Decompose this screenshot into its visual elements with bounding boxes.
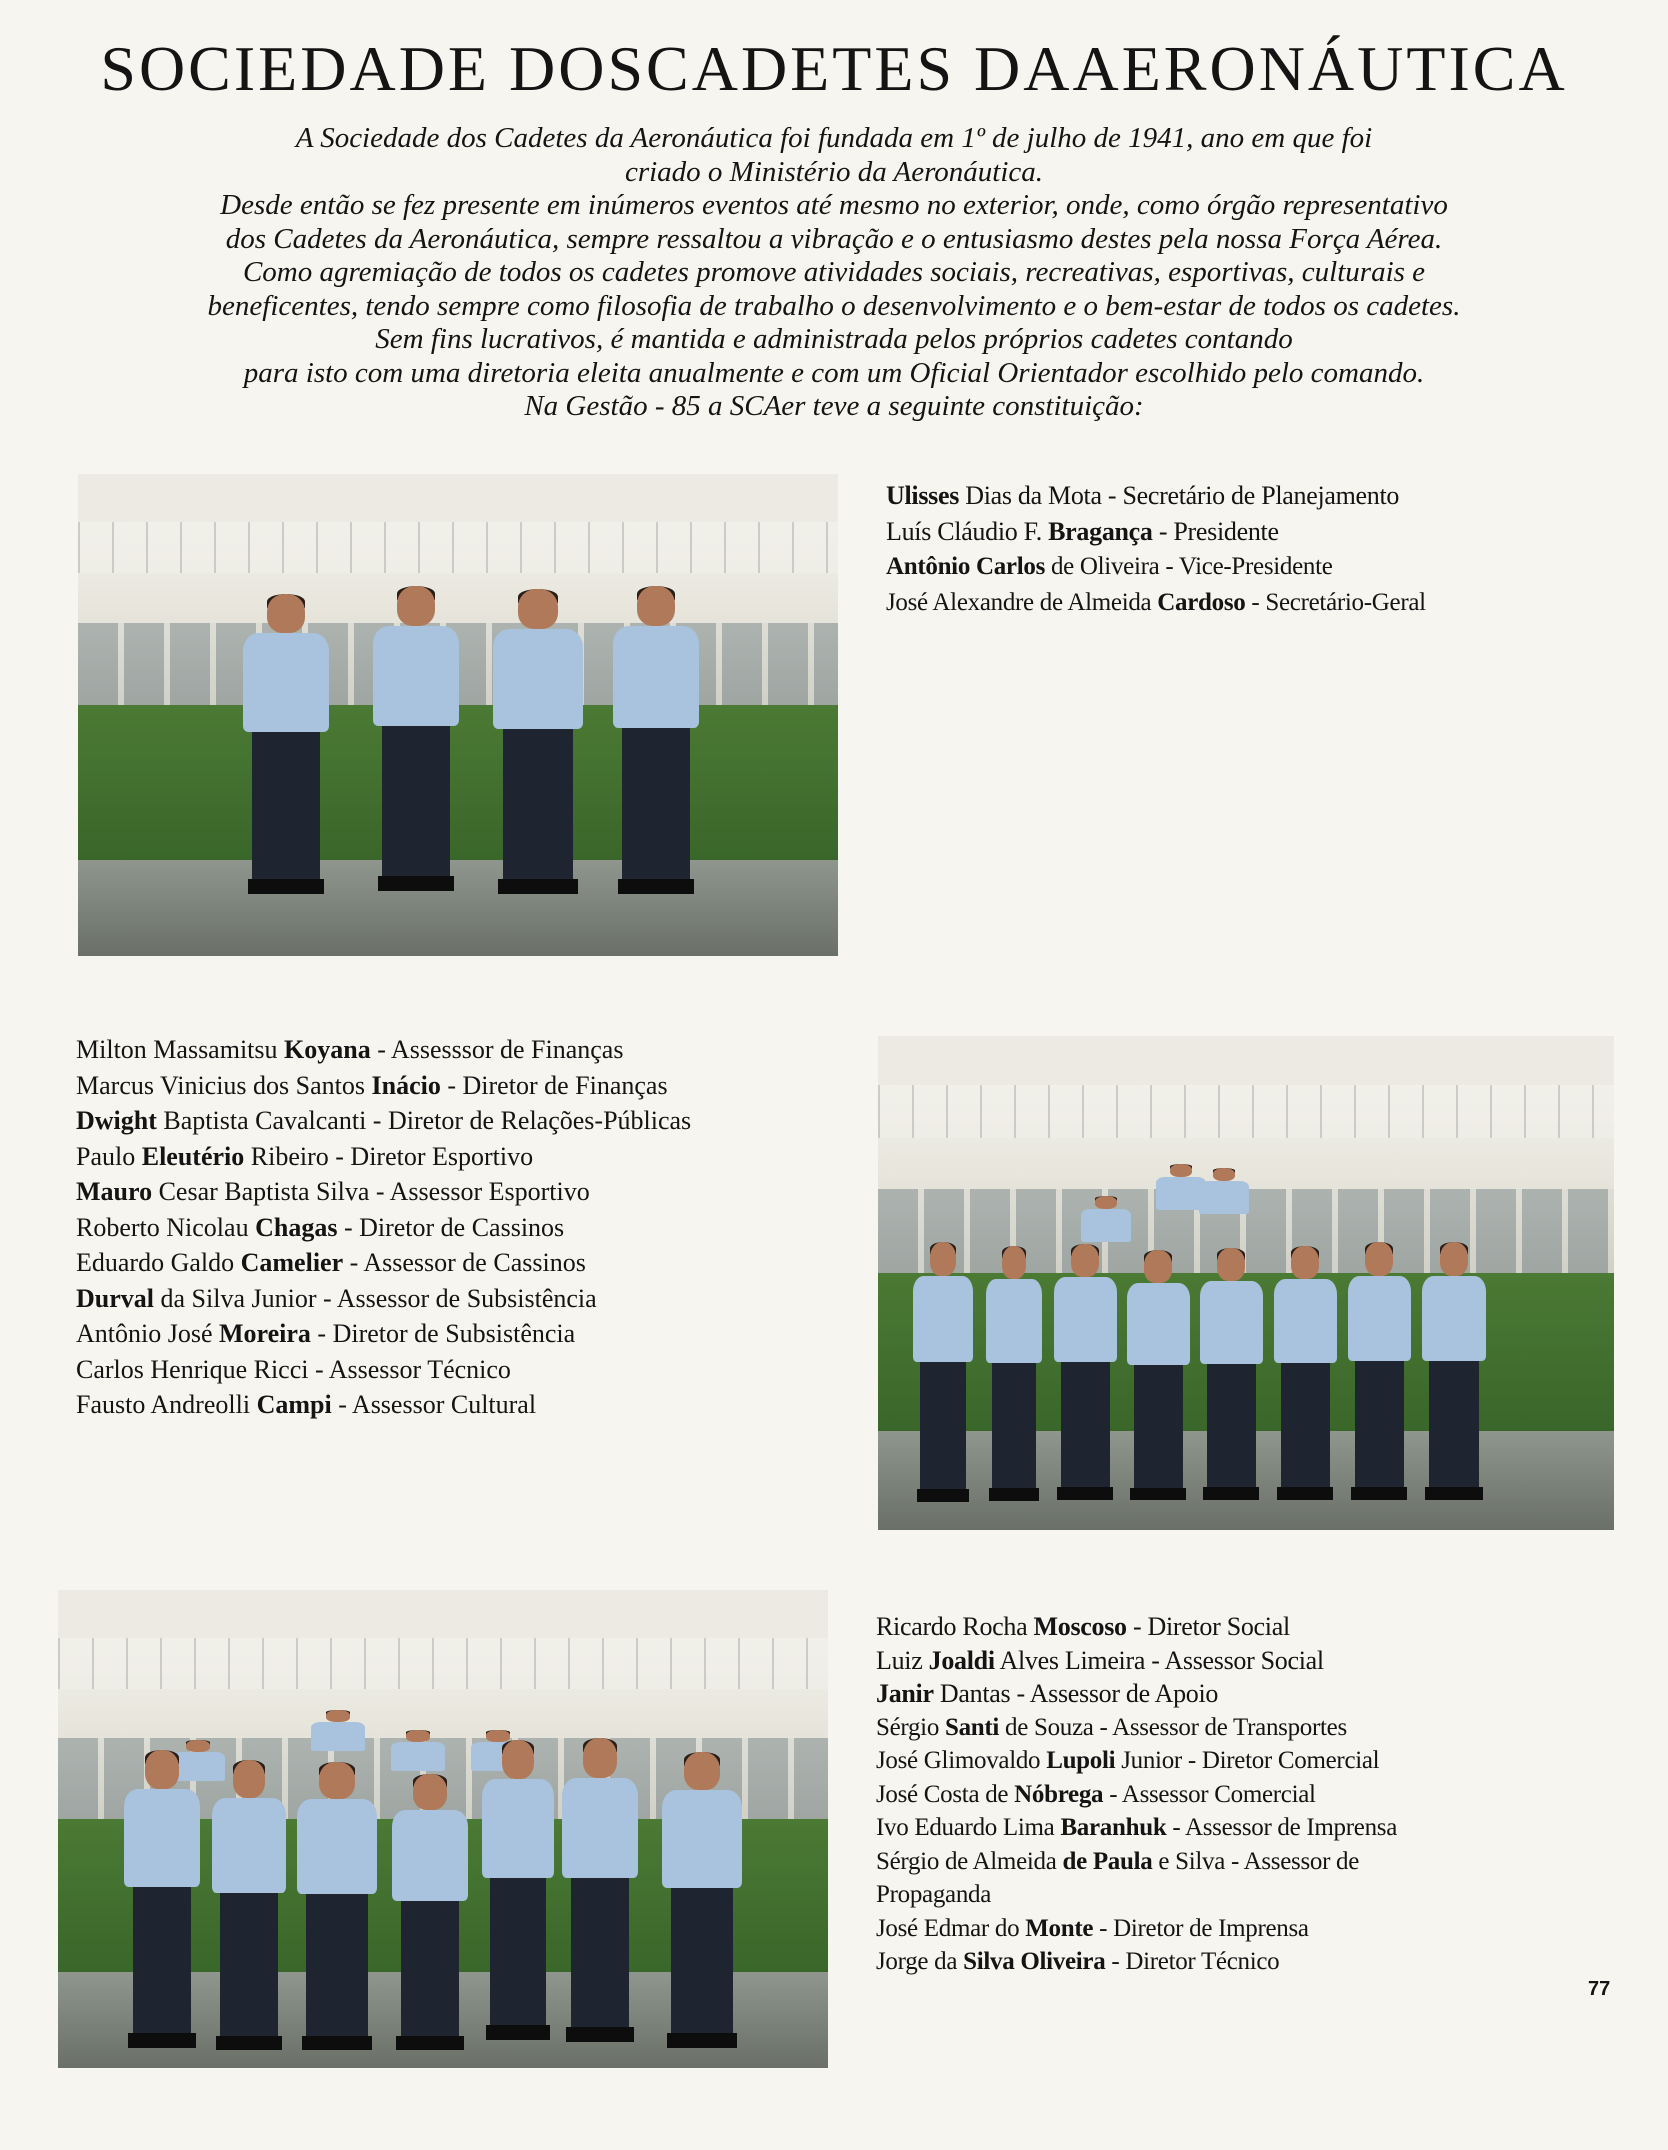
member-line: Antônio José Moreira - Diretor de Subsistência [76,1319,576,1348]
member-line: Marcus Vinicius dos Santos Inácio - Diretor de Finanças [76,1070,668,1100]
intro-line: Como agremiação de todos os cadetes promove atividades sociais, recreativas, esportivas, culturais e [242,256,1426,288]
cadet-figure [1196,1248,1266,1500]
member-line: Carlos Henrique Ricci - Assessor Técnico [76,1354,511,1384]
intro-line: Na Gestão - 85 a SCAer teve a seguinte constituição: [524,390,1144,422]
member-line: Sérgio de Almeida de Paula e Silva - Assessor de [876,1847,1360,1875]
intro-line: Desde então se fez presente em inúmeros eventos até mesmo no exterior, onde, como órgão representativo [220,189,1448,221]
photo-cadets [78,474,838,956]
cadet-figure [910,1242,976,1502]
member-line: José Glimovaldo Lupoli Junior - Diretor Comercial [876,1747,1380,1774]
member-line: Antônio Carlos de Oliveira - Vice-Presidente [886,553,1333,580]
cadet-figure [488,589,588,894]
cadet-figure [983,1246,1045,1501]
social-name-list [876,1610,1397,1979]
member-line: Ricardo Rocha Moscoso - Diretor Social [876,1612,1290,1641]
cadet-figure [1270,1246,1340,1500]
cadet-figure [658,1752,746,2048]
cadet-figure [478,1740,558,2040]
cadet-figure [238,594,334,894]
cadet-figure [1123,1250,1193,1500]
member-line: Luís Cláudio F. Bragança - Presidente [886,516,1279,546]
cadet-figure [608,586,704,894]
member-line: Milton Massamitsu Koyana - Assesssor de Finanças [76,1035,624,1064]
member-line: Durval da Silva Junior - Assessor de Subsistência [76,1283,597,1313]
member-line: Eduardo Galdo Camelier - Assessor de Cassinos [76,1248,586,1277]
photo-cadets [58,1590,828,2068]
member-line: José Edmar do Monte - Diretor de Imprensa [876,1914,1309,1942]
member-line: Paulo Eleutério Ribeiro - Diretor Esportivo [76,1141,534,1171]
cadet-figure [388,1774,472,2050]
cadet-figure [208,1760,290,2050]
member-line: Propaganda [876,1881,992,1908]
page-title: SOCIEDADE DOSCADETES DAAERONÁUTICA [100,33,1568,104]
member-line: Fausto Andreolli Campi - Assessor Cultural [76,1390,537,1419]
cadet-figure [120,1750,204,2048]
cadet-figure [1050,1244,1120,1500]
cadet-figure [293,1762,381,2050]
intro-line: dos Cadetes da Aeronáutica, sempre ressaltou a vibração e o entusiasmo destes pela nossa Força Aérea. [225,222,1443,255]
member-line: Dwight Baptista Cavalcanti - Diretor de Relações-Públicas [76,1106,692,1135]
member-line: Roberto Nicolau Chagas - Diretor de Cassinos [76,1212,565,1242]
intro-line: A Sociedade dos Cadetes da Aeronáutica foi fundada em 1º de julho de 1941, ano em que foi [295,122,1373,154]
photo-cadets [878,1036,1614,1530]
cadet-figure [558,1738,642,2042]
member-line: Jorge da Silva Oliveira - Diretor Técnico [876,1948,1280,1975]
intro-line: beneficentes, tendo sempre como filosofia de trabalho o desenvolvimento e o bem-estar de todos os cadetes. [207,289,1461,322]
group-photo-social [58,1590,828,2068]
member-line: Ulisses Dias da Mota - Secretário de Planejamento [886,481,1400,510]
member-line: José Costa de Nóbrega - Assessor Comercial [876,1780,1316,1808]
group-photo-directors [78,474,838,956]
cadet-figure [368,586,464,891]
intro-line: Sem fins lucrativos, é mantida e administrada pelos próprios cadetes contando [375,323,1293,355]
committee-name-list [76,1032,691,1423]
member-line: Sérgio Santi de Souza - Assessor de Transportes [876,1713,1347,1741]
intro-paragraph [100,122,1568,424]
member-line: Ivo Eduardo Lima Baranhuk - Assessor de Imprensa [876,1814,1397,1841]
member-line: Luiz Joaldi Alves Limeira - Assessor Social [876,1645,1324,1675]
page-number: 77 [1588,1978,1611,2000]
group-photo-committee [878,1036,1614,1530]
member-line: Janir Dantas - Assessor de Apoio [876,1679,1219,1708]
member-line: Mauro Cesar Baptista Silva - Assessor Esportivo [76,1177,590,1206]
cadet-figure [1344,1242,1414,1500]
intro-line: para isto com uma diretoria eleita anualmente e com um Oficial Orientador escolhido pelo comando. [243,356,1425,389]
cadet-figure [1418,1242,1490,1500]
member-line: José Alexandre de Almeida Cardoso - Secretário-Geral [886,588,1426,616]
directors-name-list [886,478,1426,620]
intro-line: criado o Ministério da Aeronáutica. [624,155,1044,188]
